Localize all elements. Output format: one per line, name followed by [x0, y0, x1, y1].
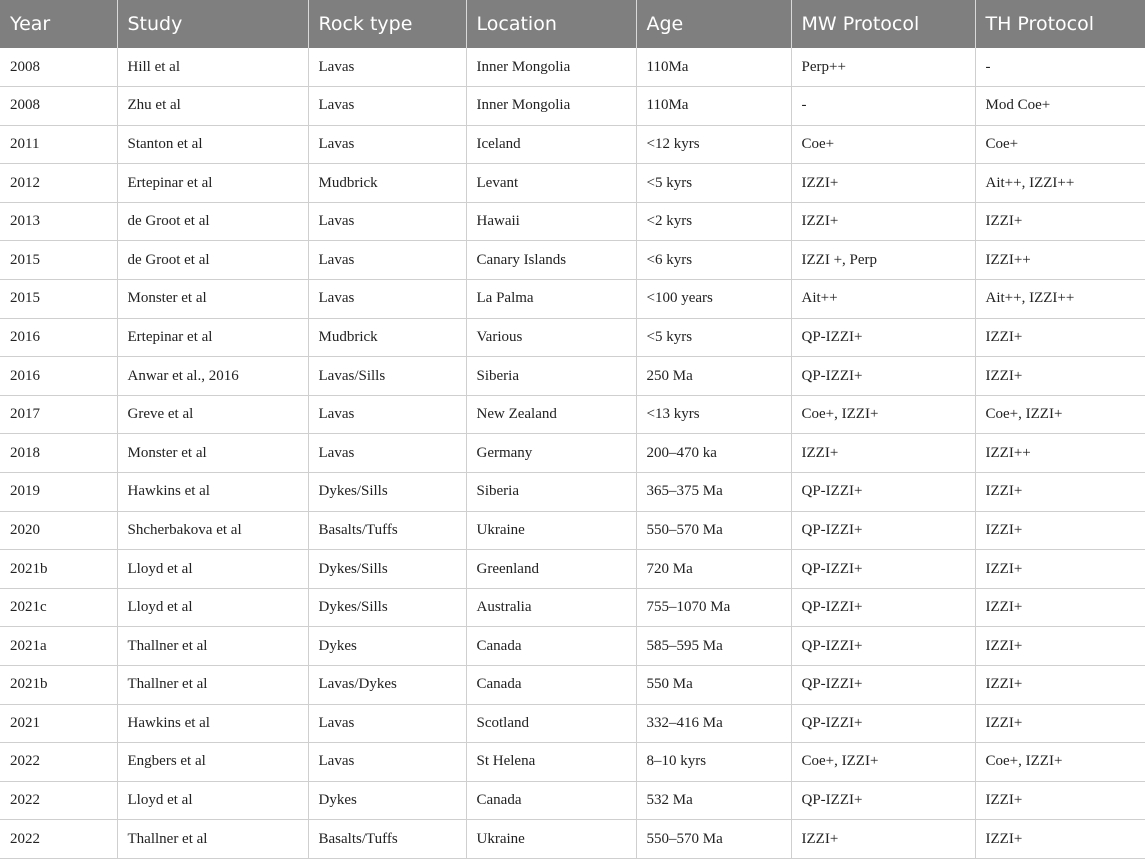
study-cell: Anwar et al., 2016 — [117, 357, 308, 396]
location-cell: Canada — [466, 627, 636, 666]
mw-protocol-cell: IZZI+ — [791, 820, 975, 859]
year-cell: 2012 — [0, 164, 117, 203]
age-cell: <5 kyrs — [636, 164, 791, 203]
column-header-location: Location — [466, 0, 636, 48]
column-header-th-protocol: TH Protocol — [975, 0, 1145, 48]
year-cell: 2016 — [0, 357, 117, 396]
study-cell: Ertepinar et al — [117, 164, 308, 203]
rock-type-cell: Mudbrick — [308, 164, 466, 203]
th-protocol-cell: IZZI+ — [975, 820, 1145, 859]
table-row — [0, 627, 1145, 666]
location-cell: Hawaii — [466, 202, 636, 241]
study-cell: Stanton et al — [117, 125, 308, 164]
year-cell: 2021 — [0, 704, 117, 743]
year-cell: 2008 — [0, 87, 117, 126]
rock-type-cell: Lavas — [308, 280, 466, 319]
th-protocol-cell: Ait++, IZZI++ — [975, 280, 1145, 319]
mw-protocol-cell: QP-IZZI+ — [791, 666, 975, 705]
location-cell: La Palma — [466, 280, 636, 319]
mw-protocol-cell: QP-IZZI+ — [791, 357, 975, 396]
study-cell: Thallner et al — [117, 666, 308, 705]
th-protocol-cell: IZZI+ — [975, 781, 1145, 820]
mw-protocol-cell: Coe+ — [791, 125, 975, 164]
table-row — [0, 511, 1145, 550]
column-header-age: Age — [636, 0, 791, 48]
location-cell: Ukraine — [466, 820, 636, 859]
location-cell: Australia — [466, 588, 636, 627]
study-cell: Hawkins et al — [117, 473, 308, 512]
table-body — [0, 48, 1145, 858]
location-cell: Canada — [466, 666, 636, 705]
th-protocol-cell: IZZI+ — [975, 357, 1145, 396]
table-row — [0, 357, 1145, 396]
mw-protocol-cell: QP-IZZI+ — [791, 627, 975, 666]
table-row — [0, 125, 1145, 164]
th-protocol-cell: IZZI++ — [975, 241, 1145, 280]
th-protocol-cell: IZZI+ — [975, 550, 1145, 589]
age-cell: <100 years — [636, 280, 791, 319]
year-cell: 2021b — [0, 550, 117, 589]
location-cell: Siberia — [466, 473, 636, 512]
age-cell: <5 kyrs — [636, 318, 791, 357]
year-cell: 2018 — [0, 434, 117, 473]
mw-protocol-cell: IZZI+ — [791, 434, 975, 473]
study-cell: Monster et al — [117, 280, 308, 319]
study-cell: Thallner et al — [117, 820, 308, 859]
age-cell: 110Ma — [636, 48, 791, 87]
table-row — [0, 820, 1145, 859]
rock-type-cell: Basalts/Tuffs — [308, 820, 466, 859]
year-cell: 2019 — [0, 473, 117, 512]
table-row — [0, 241, 1145, 280]
th-protocol-cell: IZZI+ — [975, 473, 1145, 512]
study-cell: de Groot et al — [117, 202, 308, 241]
table-row — [0, 395, 1145, 434]
study-cell: Lloyd et al — [117, 550, 308, 589]
year-cell: 2022 — [0, 820, 117, 859]
year-cell: 2013 — [0, 202, 117, 241]
mw-protocol-cell: Perp++ — [791, 48, 975, 87]
th-protocol-cell: Mod Coe+ — [975, 87, 1145, 126]
mw-protocol-cell: QP-IZZI+ — [791, 588, 975, 627]
column-header-year: Year — [10, 13, 51, 35]
mw-protocol-cell: IZZI +, Perp — [791, 241, 975, 280]
rock-type-cell: Dykes/Sills — [308, 550, 466, 589]
th-protocol-cell: IZZI+ — [975, 704, 1145, 743]
th-protocol-cell: Ait++, IZZI++ — [975, 164, 1145, 203]
location-cell: Ukraine — [466, 511, 636, 550]
age-cell: 550–570 Ma — [636, 511, 791, 550]
mw-protocol-cell: IZZI+ — [791, 164, 975, 203]
column-header-mw-protocol: MW Protocol — [791, 0, 975, 48]
study-cell: de Groot et al — [117, 241, 308, 280]
year-cell: 2022 — [0, 743, 117, 782]
table-row — [0, 434, 1145, 473]
mw-protocol-cell: QP-IZZI+ — [791, 318, 975, 357]
rock-type-cell: Lavas — [308, 202, 466, 241]
age-cell: 550–570 Ma — [636, 820, 791, 859]
th-protocol-cell: IZZI+ — [975, 511, 1145, 550]
table-row — [0, 588, 1145, 627]
age-cell: <2 kyrs — [636, 202, 791, 241]
year-cell: 2011 — [0, 125, 117, 164]
age-cell: 332–416 Ma — [636, 704, 791, 743]
table-row — [0, 318, 1145, 357]
table-row — [0, 473, 1145, 512]
year-cell: 2015 — [0, 280, 117, 319]
location-cell: Greenland — [466, 550, 636, 589]
header-row — [0, 0, 1145, 48]
age-cell: 720 Ma — [636, 550, 791, 589]
study-cell: Shcherbakova et al — [117, 511, 308, 550]
rock-type-cell: Dykes — [308, 627, 466, 666]
rock-type-cell: Lavas — [308, 48, 466, 87]
location-cell: Canada — [466, 781, 636, 820]
study-cell: Lloyd et al — [117, 781, 308, 820]
rock-type-cell: Basalts/Tuffs — [308, 511, 466, 550]
location-cell: Inner Mongolia — [466, 48, 636, 87]
rock-type-cell: Lavas/Sills — [308, 357, 466, 396]
mw-protocol-cell: Ait++ — [791, 280, 975, 319]
age-cell: 8–10 kyrs — [636, 743, 791, 782]
rock-type-cell: Lavas/Dykes — [308, 666, 466, 705]
year-cell: 2021a — [0, 627, 117, 666]
table-row — [0, 202, 1145, 241]
study-cell: Zhu et al — [117, 87, 308, 126]
table-row — [0, 550, 1145, 589]
th-protocol-cell: - — [975, 48, 1145, 87]
th-protocol-cell: IZZI+ — [975, 318, 1145, 357]
age-cell: 365–375 Ma — [636, 473, 791, 512]
age-cell: 755–1070 Ma — [636, 588, 791, 627]
age-cell: <6 kyrs — [636, 241, 791, 280]
year-cell: 2021c — [0, 588, 117, 627]
location-cell: St Helena — [466, 743, 636, 782]
year-cell: 2015 — [0, 241, 117, 280]
mw-protocol-cell: QP-IZZI+ — [791, 473, 975, 512]
year-cell: 2017 — [0, 395, 117, 434]
table-row — [0, 781, 1145, 820]
year-cell: 2021b — [0, 666, 117, 705]
table-row — [0, 666, 1145, 705]
rock-type-cell: Lavas — [308, 704, 466, 743]
location-cell: Canary Islands — [466, 241, 636, 280]
rock-type-cell: Lavas — [308, 395, 466, 434]
table-row — [0, 48, 1145, 87]
table-row — [0, 280, 1145, 319]
table-header — [0, 0, 1145, 48]
mw-protocol-cell: QP-IZZI+ — [791, 550, 975, 589]
th-protocol-cell: Coe+ — [975, 125, 1145, 164]
rock-type-cell: Dykes/Sills — [308, 473, 466, 512]
study-cell: Lloyd et al — [117, 588, 308, 627]
mw-protocol-cell: QP-IZZI+ — [791, 781, 975, 820]
location-cell: Scotland — [466, 704, 636, 743]
th-protocol-cell: IZZI+ — [975, 202, 1145, 241]
year-cell: 2022 — [0, 781, 117, 820]
th-protocol-cell: IZZI+ — [975, 627, 1145, 666]
age-cell: 532 Ma — [636, 781, 791, 820]
th-protocol-cell: IZZI++ — [975, 434, 1145, 473]
mw-protocol-cell: Coe+, IZZI+ — [791, 743, 975, 782]
age-cell: <13 kyrs — [636, 395, 791, 434]
mw-protocol-cell: QP-IZZI+ — [791, 704, 975, 743]
age-cell: 550 Ma — [636, 666, 791, 705]
study-cell: Hawkins et al — [117, 704, 308, 743]
mw-protocol-cell: - — [791, 87, 975, 126]
table-row — [0, 87, 1145, 126]
th-protocol-cell: IZZI+ — [975, 666, 1145, 705]
age-cell: 110Ma — [636, 87, 791, 126]
study-cell: Thallner et al — [117, 627, 308, 666]
column-header-study: Study — [117, 0, 308, 48]
study-cell: Hill et al — [117, 48, 308, 87]
location-cell: Levant — [466, 164, 636, 203]
table-row — [0, 164, 1145, 203]
rock-type-cell: Lavas — [308, 125, 466, 164]
age-cell: 585–595 Ma — [636, 627, 791, 666]
year-cell: 2008 — [0, 48, 117, 87]
study-cell: Greve et al — [117, 395, 308, 434]
mw-protocol-cell: QP-IZZI+ — [791, 511, 975, 550]
rock-type-cell: Dykes — [308, 781, 466, 820]
location-cell: Various — [466, 318, 636, 357]
rock-type-cell: Mudbrick — [308, 318, 466, 357]
location-cell: Siberia — [466, 357, 636, 396]
rock-type-cell: Dykes/Sills — [308, 588, 466, 627]
location-cell: Germany — [466, 434, 636, 473]
study-cell: Monster et al — [117, 434, 308, 473]
rock-type-cell: Lavas — [308, 434, 466, 473]
th-protocol-cell: IZZI+ — [975, 588, 1145, 627]
th-protocol-cell: Coe+, IZZI+ — [975, 395, 1145, 434]
location-cell: Inner Mongolia — [466, 87, 636, 126]
rock-type-cell: Lavas — [308, 241, 466, 280]
study-cell: Engbers et al — [117, 743, 308, 782]
study-cell: Ertepinar et al — [117, 318, 308, 357]
mw-protocol-cell: IZZI+ — [791, 202, 975, 241]
table-row — [0, 704, 1145, 743]
rock-type-cell: Lavas — [308, 743, 466, 782]
year-cell: 2020 — [0, 511, 117, 550]
age-cell: 250 Ma — [636, 357, 791, 396]
mw-protocol-cell: Coe+, IZZI+ — [791, 395, 975, 434]
location-cell: Iceland — [466, 125, 636, 164]
age-cell: <12 kyrs — [636, 125, 791, 164]
location-cell: New Zealand — [466, 395, 636, 434]
column-header-rock-type: Rock type — [308, 0, 466, 48]
table-row — [0, 743, 1145, 782]
th-protocol-cell: Coe+, IZZI+ — [975, 743, 1145, 782]
age-cell: 200–470 ka — [636, 434, 791, 473]
year-cell: 2016 — [0, 318, 117, 357]
rock-type-cell: Lavas — [308, 87, 466, 126]
